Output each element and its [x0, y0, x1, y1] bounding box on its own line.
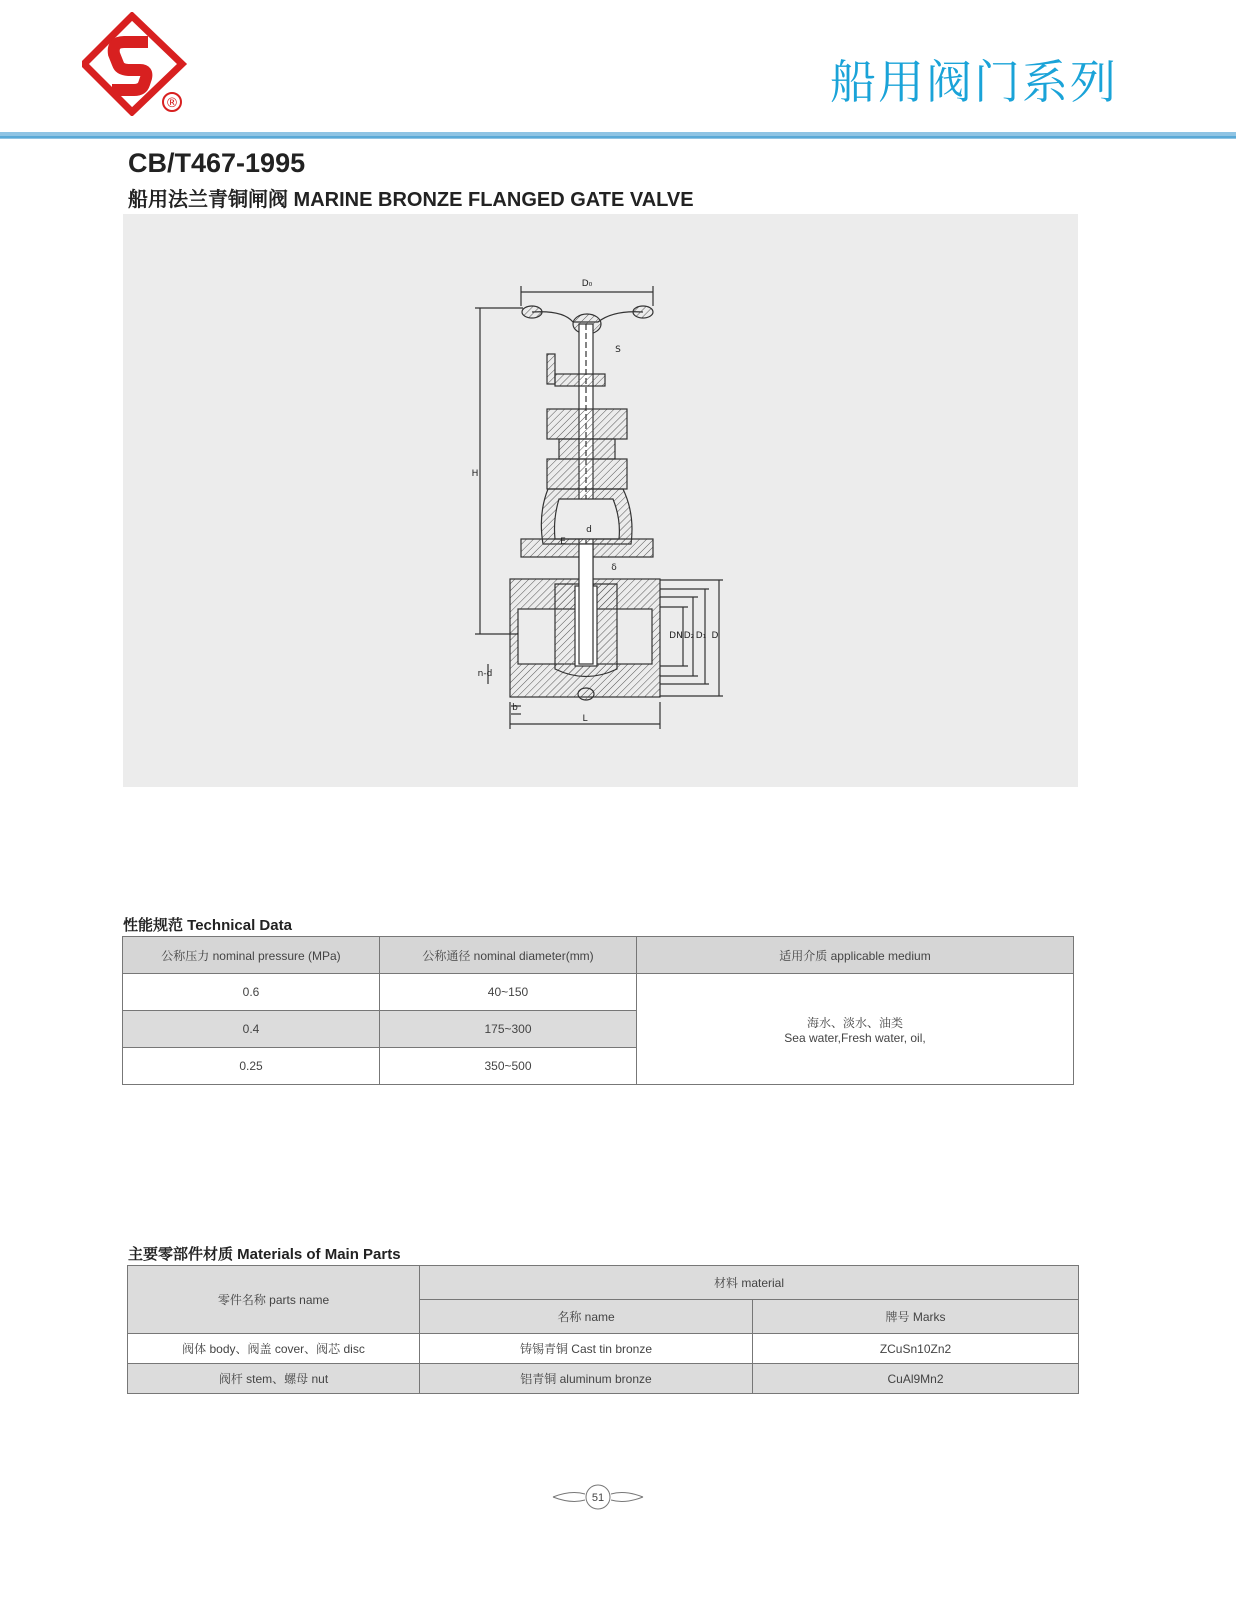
technical-data-table: [122, 936, 1074, 1085]
table-row: [128, 1334, 1079, 1364]
label-l: L: [582, 714, 588, 724]
label-b: b: [512, 703, 518, 713]
page-number: 51: [591, 1492, 605, 1504]
table-header-row: [123, 937, 1074, 974]
header-rule-dark: [0, 136, 1236, 138]
label-d2: D₂: [683, 631, 695, 641]
header-parts-name: 零件名称 parts name: [128, 1266, 420, 1334]
diameter-cell: 40~150: [380, 974, 637, 1011]
table-header-row: [128, 1266, 1079, 1300]
label-n-d: n-d: [477, 669, 493, 679]
label-dn: DN: [669, 631, 683, 641]
label-delta: δ: [611, 563, 617, 573]
valve-drawing-panel: [123, 214, 1078, 787]
label-s: S: [615, 345, 621, 355]
mark-cell: ZCuSn10Zn2: [753, 1334, 1079, 1364]
label-d1: D₁: [695, 631, 707, 641]
materials-title: 主要零部件材质 Materials of Main Parts: [128, 1246, 401, 1263]
mark-cell: CuAl9Mn2: [753, 1364, 1079, 1394]
technical-data-title: 性能规范 Technical Data: [123, 917, 292, 934]
pressure-cell: 0.6: [123, 974, 380, 1011]
label-d0: D₀: [581, 279, 593, 289]
header-nominal-pressure: 公称压力 nominal pressure (MPa): [123, 937, 380, 974]
materials-table: [127, 1265, 1079, 1394]
gate-valve-drawing: [123, 214, 1078, 787]
label-h: H: [471, 469, 479, 479]
material-name-cell: 铸锡青铜 Cast tin bronze: [420, 1334, 753, 1364]
header-material: 材料 material: [420, 1266, 1079, 1300]
header-marks: 牌号 Marks: [753, 1300, 1079, 1334]
standard-code: CB/T467-1995: [128, 148, 306, 174]
brand-logo: [82, 12, 192, 116]
diameter-cell: 175~300: [380, 1011, 637, 1048]
product-title: 船用法兰青铜闸阀 MARINE BRONZE FLANGED GATE VALVE: [128, 189, 694, 211]
header-nominal-diameter: 公称通径 nominal diameter(mm): [380, 937, 637, 974]
header-applicable-medium: 适用介质 applicable medium: [637, 937, 1074, 974]
diameter-cell: 350~500: [380, 1048, 637, 1085]
label-d: D: [711, 631, 719, 641]
label-e: E: [560, 537, 566, 547]
material-name-cell: 铝青铜 aluminum bronze: [420, 1364, 753, 1394]
registered-symbol: ®: [165, 96, 179, 111]
medium-en: Sea water,Fresh water, oil,: [784, 1030, 926, 1045]
series-title: 船用阀门系列: [830, 55, 1118, 109]
table-row: [123, 974, 1074, 1011]
part-cell: 阀杆 stem、螺母 nut: [128, 1364, 420, 1394]
table-row: [128, 1364, 1079, 1394]
header-material-name: 名称 name: [420, 1300, 753, 1334]
label-d-small: d: [586, 525, 592, 535]
medium-cell: [637, 974, 1074, 1085]
pressure-cell: 0.25: [123, 1048, 380, 1085]
medium-cn: 海水、淡水、油类: [806, 1015, 903, 1030]
pressure-cell: 0.4: [123, 1011, 380, 1048]
part-cell: 阀体 body、阀盖 cover、阀芯 disc: [128, 1334, 420, 1364]
page-number-ornament: [551, 1484, 645, 1510]
